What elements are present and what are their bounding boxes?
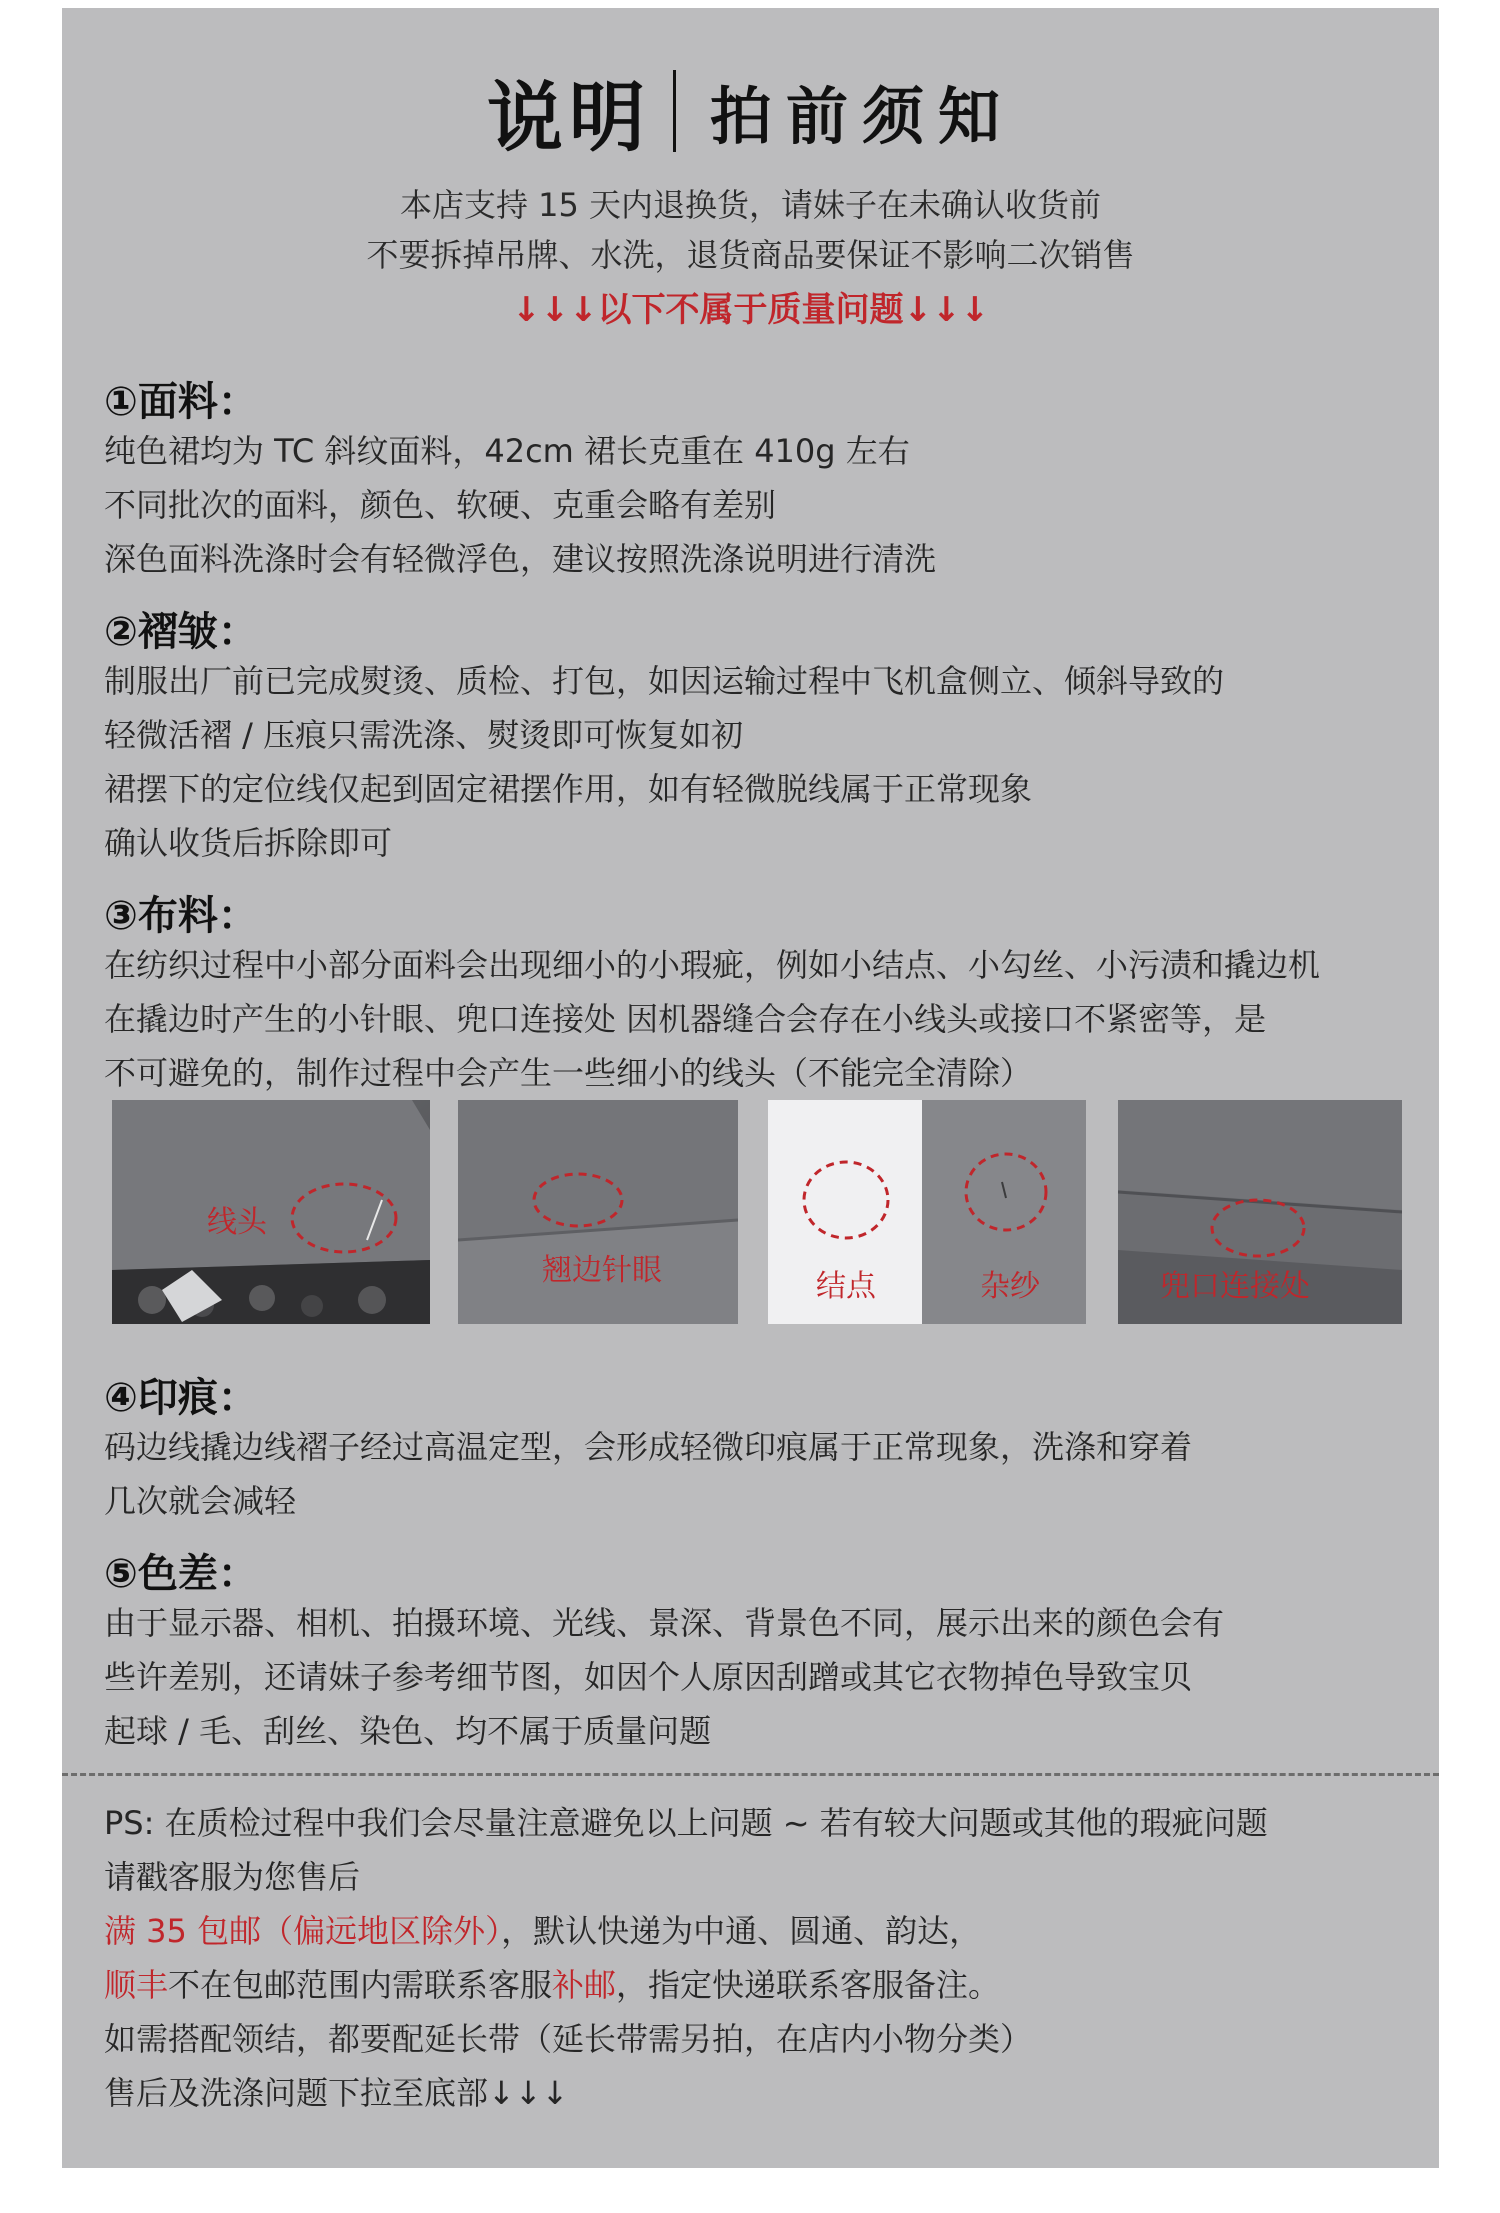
photo-thread-end [112,1100,430,1324]
section-wrinkle-line: 确认收货后拆除即可 [104,824,393,862]
section-color-line: 些许差别，还请妹子参考细节图，如因个人原因刮蹭或其它衣物掉色导致宝贝 [104,1658,1193,1696]
title-right: 拍前须知 [709,79,1014,153]
section-wrinkle-line: 裙摆下的定位线仅起到固定裙摆作用，如有轻微脱线属于正常现象 [104,770,1033,808]
section-color-line: 起球 / 毛、刮丝、染色、均不属于质量问题 [104,1712,712,1750]
title-left: 说明 [486,72,651,162]
quality-notice: ↓↓↓以下不属于质量问题↓↓↓ [512,290,989,330]
section-fabric-heading: ①面料： [104,379,258,425]
section-mark-line: 码边线撬边线褶子经过高温定型，会形成轻微印痕属于正常现象，洗涤和穿着 [104,1428,1193,1466]
section-fabric-line: 不同批次的面料，颜色、软硬、克重会略有差别 [104,486,777,524]
dashed-divider [62,1773,1439,1776]
section-cloth-line: 不可避免的，制作过程中会产生一些细小的线头（不能完全清除） [104,1054,1033,1092]
free-shipping-note: 满 35 包邮（偏远地区除外） [104,1912,502,1950]
photo-needle-hole [458,1100,738,1324]
photo-label-pocket-join: 兜口连接处 [1160,1269,1310,1304]
photo-label-slub: 杂纱 [980,1269,1040,1304]
sf-mid-text: 不在包邮范围内需联系客服 [168,1966,553,2004]
section-cloth-heading: ③布料： [104,893,258,939]
section-fabric-line: 纯色裙均为 TC 斜纹面料，42cm 裙长克重在 410g 左右 [104,432,910,470]
page-title [62,56,1439,166]
intro-line-1: 本店支持 15 天内退换货，请妹子在未确认收货前 [399,186,1102,224]
intro-line-2: 不要拆掉吊牌、水洗，退货商品要保证不影响二次销售 [366,236,1135,274]
ps-bowtie-line: 如需搭配领结，都要配延长带（延长带需另拍，在店内小物分类） [104,2020,1033,2058]
photo-label-thread-end: 线头 [207,1205,267,1240]
section-wrinkle-line: 制服出厂前已完成熨烫、质检、打包，如因运输过程中飞机盒侧立、倾斜导致的 [104,662,1225,700]
notice-panel [62,8,1439,2168]
sf-rest-text: ，指定快递联系客服备注。 [616,1966,1001,2004]
section-mark-line: 几次就会减轻 [104,1482,297,1520]
section-wrinkle-line: 轻微活褶 / 压痕只需洗涤、熨烫即可恢复如初 [104,716,744,754]
section-cloth-line: 在撬边时产生的小针眼、兜口连接处 因机器缝合会存在小线头或接口不紧密等，是 [104,1000,1267,1038]
ps-sf-line [104,1960,1000,2006]
section-fabric-line: 深色面料洗涤时会有轻微浮色，建议按照洗涤说明进行清洗 [104,540,937,578]
section-cloth-line: 在纺织过程中小部分面料会出现细小的小瑕疵，例如小结点、小勾丝、小污渍和撬边机 [104,946,1321,984]
section-color-heading: ⑤色差： [104,1551,258,1597]
photo-knot [768,1100,922,1324]
section-wrinkle-heading: ②褶皱： [104,609,258,655]
title-divider [673,70,676,152]
ps-line-2: 请戳客服为您售后 [104,1858,361,1896]
photo-label-needle-hole: 翘边针眼 [542,1253,662,1288]
photo-label-knot: 结点 [816,1269,876,1304]
sf-express-label: 顺丰 [104,1966,169,2004]
ps-shipping-line [104,1906,981,1952]
defect-photos [112,1100,1412,1324]
photo-slub [922,1100,1086,1324]
extra-postage-label: 补邮 [552,1966,617,2004]
photo-pocket-join [1118,1100,1402,1324]
section-mark-heading: ④印痕： [104,1375,258,1421]
ps-after-sales-line: 售后及洗涤问题下拉至底部↓↓↓ [104,2074,569,2112]
ps-line-1: PS: 在质检过程中我们会尽量注意避免以上问题 ~ 若有较大问题或其他的瑕疵问题 [104,1804,1268,1842]
section-color-line: 由于显示器、相机、拍摄环境、光线、景深、背景色不同，展示出来的颜色会有 [104,1604,1225,1642]
default-courier-note: ，默认快递为中通、圆通、韵达， [501,1912,982,1950]
